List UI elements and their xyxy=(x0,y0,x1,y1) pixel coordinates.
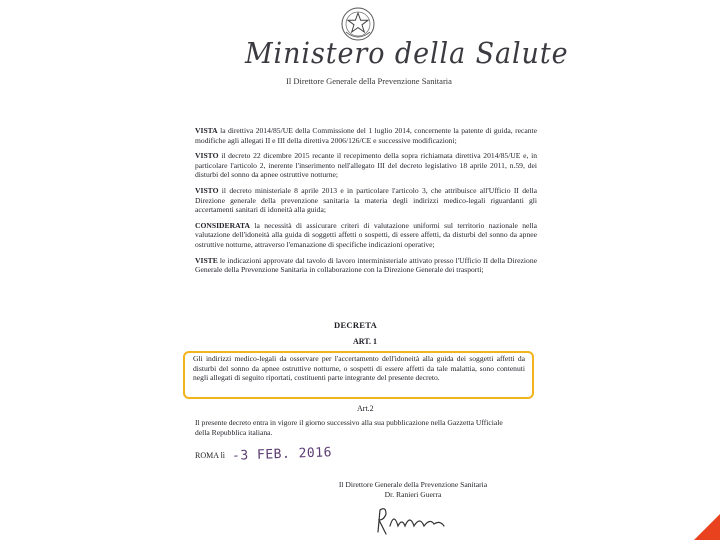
signer-name: Dr. Ranieri Guerra xyxy=(384,490,442,499)
recital-visto-decreto-2013: VISTO il decreto ministeriale 8 aprile 2013 e in particolare l'articolo 3, che attribuisce all'Ufficio II della Direzione generale della prevenzione sanitaria la materia degli indirizzi medico-legali riguardanti gli accertamenti sanitari di idoneità alla guida; xyxy=(195,185,537,215)
ministry-subtitle: Il Direttore Generale della Prevenzione Sanitaria xyxy=(286,76,452,86)
signature-block xyxy=(318,480,508,500)
recital-vista: VISTA la direttiva 2014/85/UE della Commissione del 1 luglio 2014, concernente la patente di guida, recante modifiche agli allegati II e III della direttiva 2006/126/CE e successive modificazioni; xyxy=(195,126,537,145)
signer-role: Il Direttore Generale della Prevenzione Sanitaria xyxy=(338,480,488,489)
decreta-heading: DECRETA xyxy=(334,320,378,330)
recital-visto-decreto-2015: VISTO il decreto 22 dicembre 2015 recante il recepimento della sopra richiamata direttiva 2014/85/UE e, in particolare l'articolo 2, inerente l'inserimento nell'allegato III del decreto legislativo 18 aprile 2011, n.59, dei disturbi del sonno da apnee ostruttive notturne; xyxy=(195,151,537,180)
slide-corner-accent xyxy=(694,514,720,540)
recitals xyxy=(195,126,537,281)
article-1-title: ART. 1 xyxy=(353,337,378,346)
date-stamp: -3 FEB. 2016 xyxy=(231,445,333,464)
recital-considerata: CONSIDERATA la necessità di assicurare criteri di valutazione uniformi sul territorio nazionale nella valutazione dell'idoneità alla guida di soggetti affetti o sospetti, di essere affetti, da disturbi del sonno da apnee ostruttive notturne, attraverso l'emanazione di specifiche indicazioni operative; xyxy=(195,220,537,249)
ministry-title: Ministero della Salute xyxy=(245,36,569,70)
recital-viste: VISTE le indicazioni approvate dal tavolo di lavoro interministeriale attivato presso l'Ufficio II della Direzione Generale della Prevenzione Sanitaria in collaborazione con la Direzione Generale dei trasporti; xyxy=(195,255,537,275)
article-2-title: Art.2 xyxy=(357,404,374,413)
handwritten-signature xyxy=(372,500,448,540)
article-2-text: Il presente decreto entra in vigore il giorno successivo alla sua pubblicazione nella Gazzetta Ufficiale della Repubblica italiana. xyxy=(195,418,503,437)
article-1-text: Gli indirizzi medico-legali da osservare per l'accertamento dell'idoneità alla guida dei soggetti affetti da disturbi del sonno da apnee ostruttive notturne, o sospetti di essere affetti da tale malattia, sono contenuti negli allegati di seguito riportati, costituenti parte integrante del presente decreto. xyxy=(193,354,525,383)
place-label: ROMA lì xyxy=(195,451,226,460)
